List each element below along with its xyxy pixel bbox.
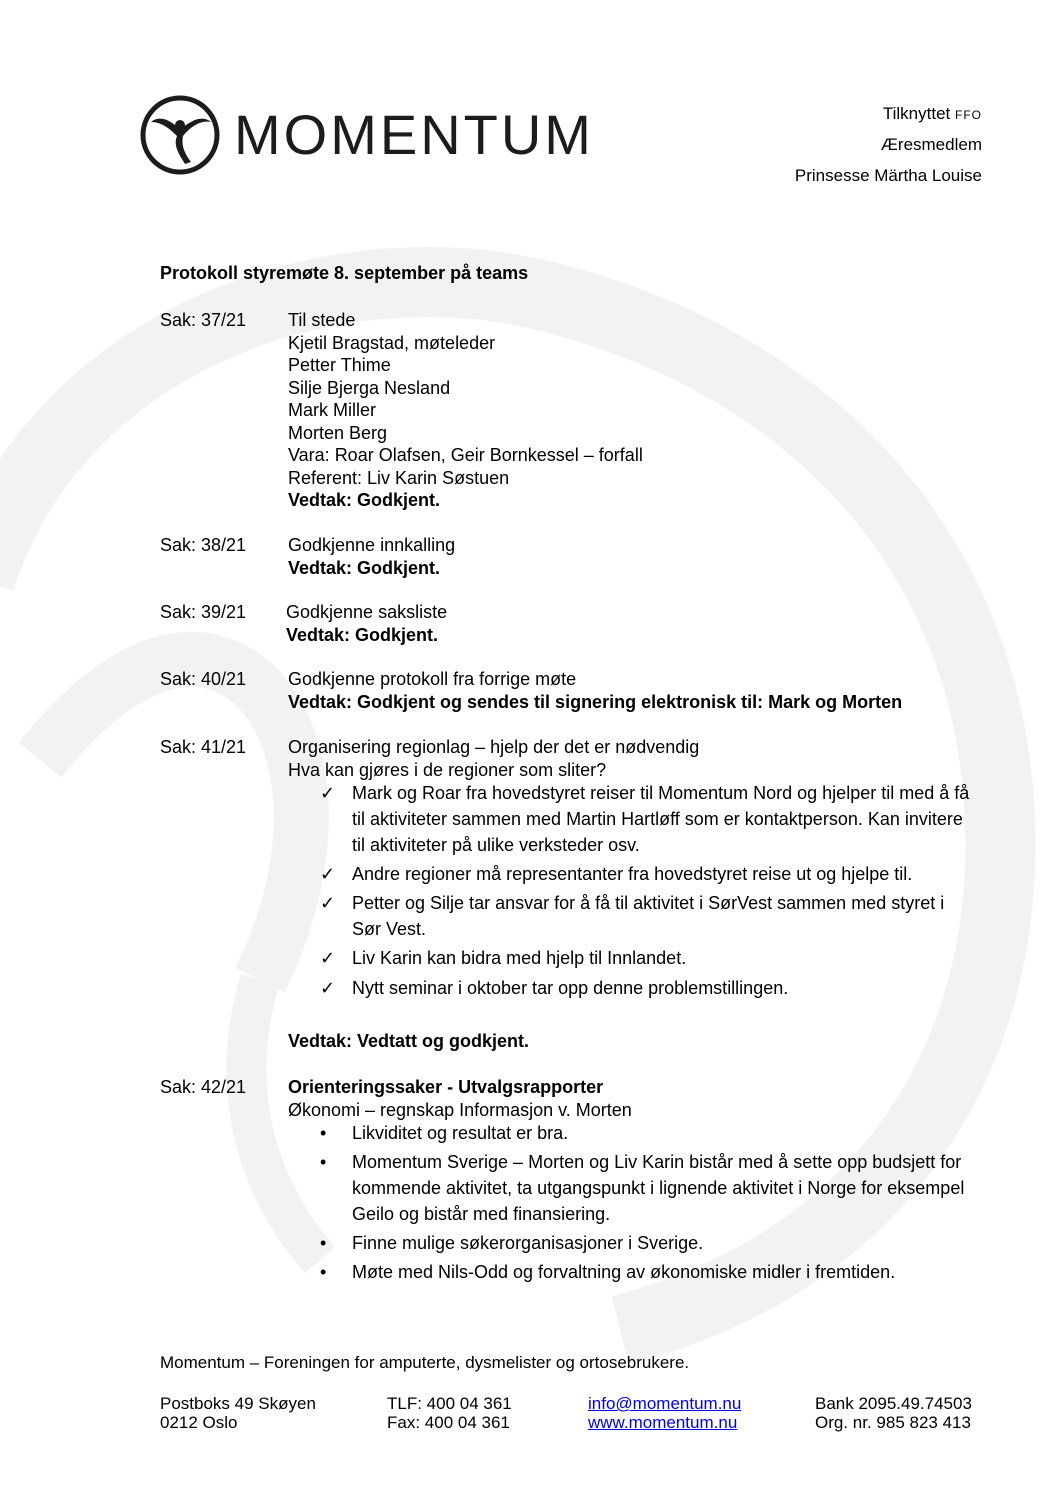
- agenda-item-label: Sak: 41/21: [160, 737, 247, 757]
- agenda-item-body: [288, 309, 988, 512]
- decision: Vedtak: Godkjent.: [288, 557, 441, 578]
- logo-wordmark: MOMENTUM: [234, 103, 594, 166]
- footer-address: [160, 1394, 316, 1432]
- body-line: Hva kan gjøres i de regioner som sliter?: [288, 759, 607, 780]
- body-line: Økonomi – regnskap Informasjon v. Morten: [288, 1099, 632, 1120]
- body-line: Godkjenne saksliste: [286, 602, 448, 622]
- body-line: Vara: Roar Olafsen, Geir Bornkessel – forfall: [288, 445, 643, 465]
- body-line: Godkjenne protokoll fra forrige møte: [288, 669, 577, 689]
- bullet-icon: •: [320, 1152, 327, 1173]
- checkmark-icon: ✓: [320, 783, 336, 803]
- body-line: Organisering regionlag – hjelp der det er nødvendig: [288, 737, 700, 757]
- honorary-member-name: Prinsesse Märtha Louise: [794, 166, 982, 185]
- checkmark-icon: ✓: [320, 893, 336, 914]
- bank-account: Bank 2095.49.74503: [815, 1394, 972, 1413]
- agenda-item-label: Sak: 37/21: [160, 310, 247, 330]
- affiliation-prefix: Tilknyttet: [882, 104, 951, 123]
- bullet-item: • Momentum Sverige – Morten og Liv Karin bistår med å sette opp budsjett for kommende aktivitet, ta utgangspunkt i lignende aktivitet i Norge for eksempel Geilo og bistår med finansiering.: [320, 1152, 965, 1224]
- checklist-item: ✓ Andre regioner må representanter fra hovedstyret reise ut og hjelpe til.: [288, 862, 972, 888]
- checkmark-icon: ✓: [320, 863, 336, 884]
- bullet-item: • Møte med Nils-Odd og forvaltning av økonomiske midler i fremtiden.: [288, 1260, 972, 1286]
- agenda-item-body: [286, 601, 986, 646]
- bullet-icon: •: [320, 1262, 327, 1283]
- footer-links: [588, 1394, 741, 1432]
- decision: Vedtak: Godkjent.: [288, 490, 441, 510]
- agenda-item-body: [288, 736, 988, 1005]
- body-line: Kjetil Bragstad, møteleder: [288, 332, 496, 353]
- body-line: Silje Bjerga Nesland: [288, 377, 451, 398]
- decision: Vedtak: Vedtatt og godkjent.: [288, 1031, 530, 1051]
- phone-number: TLF: 400 04 361: [387, 1394, 512, 1413]
- checklist-item: ✓ Petter og Silje tar ansvar for å få til aktivitet i SørVest sammen med styret i Sør Vest.: [320, 893, 945, 939]
- bullet-icon: •: [320, 1233, 327, 1254]
- decision: Vedtak: Godkjent.: [286, 624, 439, 645]
- agenda-item-label: Sak: 42/21: [160, 1077, 247, 1097]
- checklist-item: ✓ Nytt seminar i oktober tar opp denne problemstillingen.: [288, 976, 972, 1002]
- momentum-logo: [137, 92, 607, 178]
- agenda-item-body: [288, 668, 988, 713]
- fax-number: Fax: 400 04 361: [387, 1413, 510, 1432]
- bullet-icon: •: [320, 1123, 327, 1143]
- agenda-item-label: Sak: 38/21: [160, 535, 247, 555]
- checklist: [288, 781, 988, 1001]
- affiliation-org: FFO: [955, 108, 982, 122]
- checkmark-icon: ✓: [320, 977, 336, 998]
- document-title: Protokoll styremøte 8. september på teams: [160, 263, 529, 283]
- body-line: Morten Berg: [288, 422, 388, 443]
- bullet-item: • Finne mulige søkerorganisasjoner i Sverige.: [288, 1231, 972, 1257]
- footer-tagline: Momentum – Foreningen for amputerte, dysmelister og ortosebrukere.: [160, 1353, 690, 1372]
- bullet-item: • Likviditet og resultat er bra.: [288, 1121, 972, 1147]
- website-link[interactable]: www.momentum.nu: [588, 1413, 738, 1432]
- body-line: Til stede: [288, 310, 356, 330]
- address-line: Postboks 49 Skøyen: [160, 1394, 316, 1413]
- momentum-emblem-icon: [137, 92, 223, 178]
- agenda-item-label: Sak: 40/21: [160, 669, 247, 689]
- checklist-item: ✓ Mark og Roar fra hovedstyret reiser til Momentum Nord og hjelper til med å få til aktiviteter sammen med Martin Hartløff som er kontaktperson. Kan invitere til aktiviteter på ulike verksteder osv.: [320, 783, 970, 855]
- decision: Vedtak: Godkjent og sendes til signering elektronisk til: Mark og Morten: [288, 691, 903, 712]
- agenda-item-body: [288, 534, 988, 579]
- checklist-item: ✓ Liv Karin kan bidra med hjelp til Innlandet.: [288, 946, 972, 972]
- section-heading: Orienteringssaker - Utvalgsrapporter: [288, 1077, 604, 1097]
- body-line: Petter Thime: [288, 355, 391, 375]
- footer-phone: [387, 1394, 512, 1432]
- address-line: 0212 Oslo: [160, 1413, 238, 1432]
- agenda-item-label: Sak: 39/21: [160, 602, 247, 622]
- honorary-member-label: Æresmedlem: [880, 135, 982, 154]
- body-line: Referent: Liv Karin Søstuen: [288, 467, 510, 488]
- email-link[interactable]: info@momentum.nu: [588, 1394, 742, 1413]
- body-line: Godkjenne innkalling: [288, 535, 456, 555]
- bullet-list: [288, 1121, 988, 1286]
- footer-bank: [815, 1394, 972, 1432]
- agenda-item-body: [288, 1076, 988, 1290]
- org-number: Org. nr. 985 823 413: [815, 1413, 971, 1432]
- checkmark-icon: ✓: [320, 948, 336, 969]
- body-line: Mark Miller: [288, 400, 376, 420]
- affiliation-line: [883, 103, 982, 127]
